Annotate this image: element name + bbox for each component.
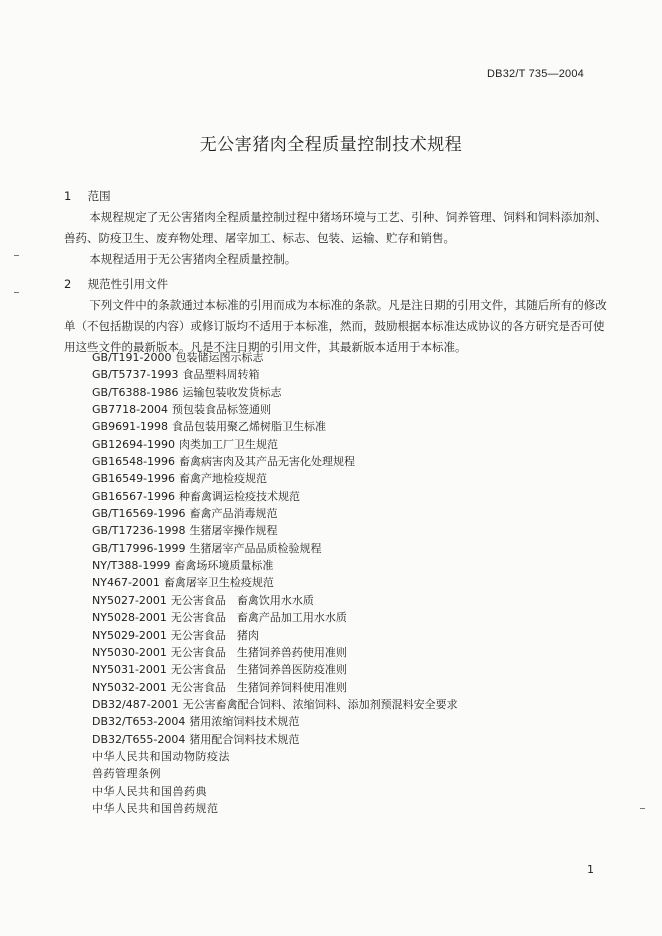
law-reference-item: 中华人民共和国动物防疫法 [92,749,230,763]
reference-title: 肉类加工厂卫生规范 [179,437,279,451]
reference-code: GB16567-1996 [92,489,176,503]
reference-code: GB9691-1998 [92,420,169,434]
reference-title: 畜禽场环境质量标准 [174,559,274,573]
reference-item [92,661,458,678]
reference-item [92,401,458,418]
reference-title: 无公害食品 畜禽饮用水水质 [170,593,314,607]
reference-item [92,731,458,748]
reference-title: 无公害食品 生猪饲养饲料使用准则 [170,680,347,694]
section-1-title: 范围 [87,189,111,203]
reference-code: GB16548-1996 [92,455,176,469]
reference-item [92,644,458,661]
reference-item [92,349,458,366]
reference-item [92,713,458,730]
section-2-heading [64,276,168,292]
reference-code: NY5030-2001 [92,645,167,659]
reference-item [92,366,458,383]
reference-item [92,505,458,522]
reference-item [92,609,458,626]
reference-item [92,557,458,574]
reference-code: NY5031-2001 [92,663,167,677]
reference-title: 生猪屠宰操作规程 [189,524,278,538]
reference-code: GB/T17996-1999 [92,541,186,555]
reference-code: NY/T388-1999 [92,559,171,573]
law-reference-item: 中华人民共和国兽药典 [92,784,207,798]
section-2-intro: 下列文件中的条款通过本标准的引用而成为本标准的条款。凡是注日期的引用文件，其随后所有的修改单（不包括勘误的内容）或修订版均不适用于本标准，然而，鼓励根据本标准达成协议的各方研究是否可使用这些文件的最新版本。凡是不注日期的引用文件，其最新版本适用于本标准。 [64,298,607,354]
reference-item [92,488,458,505]
reference-title: 食品塑料周转箱 [182,368,260,382]
reference-title: 无公害畜禽配合饲料、浓缩饲料、添加剂预混料安全要求 [182,697,458,711]
reference-item [92,592,458,609]
reference-code: GB16549-1996 [92,472,176,486]
reference-item [92,470,458,487]
reference-title: 运输包装收发货标志 [182,385,282,399]
reference-list [92,349,458,817]
reference-code: NY5029-2001 [92,628,167,642]
reference-item [92,436,458,453]
reference-item [92,453,458,470]
reference-title: 畜禽病害肉及其产品无害化处理规程 [179,455,356,469]
law-reference-item: 中华人民共和国兽药规范 [92,801,219,815]
reference-item [92,574,458,591]
page-number: 1 [587,863,594,876]
section-1-paragraph-2: 本规程适用于无公害猪肉全程质量控制。 [89,252,297,266]
reference-title: 预包装食品标签通则 [172,403,272,417]
section-1-paragraph-1: 本规程规定了无公害猪肉全程质量控制过程中猪场环境与工艺、引种、饲养管理、饲料和饲料添加剂、兽药、防疫卫生、废弃物处理、屠宰加工、标志、包装、运输、贮存和销售。 [64,210,607,245]
reference-title: 畜禽产地检疫规范 [179,472,268,486]
reference-title: 无公害食品 生猪饲养兽药使用准则 [170,645,347,659]
section-1-number: 1 [64,189,72,203]
reference-code: GB/T6388-1986 [92,385,179,399]
scan-mark [14,255,19,256]
reference-item [92,522,458,539]
scan-mark [640,808,645,809]
reference-code: GB12694-1990 [92,437,176,451]
section-1-heading [64,188,111,204]
section-2-number: 2 [64,277,72,291]
reference-title: 无公害食品 畜禽产品加工用水水质 [170,611,347,625]
section-2-title: 规范性引用文件 [87,277,169,291]
reference-title: 猪用配合饲料技术规范 [189,732,300,746]
reference-title: 无公害食品 生猪饲养兽医防疫准则 [170,663,347,677]
reference-title: 种畜禽调运检疫技术规范 [179,489,301,503]
reference-title: 无公害食品 猪肉 [170,628,259,642]
reference-title: 畜禽产品消毒规范 [189,507,278,521]
reference-code: GB7718-2004 [92,403,169,417]
reference-code: NY467-2001 [92,576,160,590]
reference-item [92,418,458,435]
reference-item [92,696,458,713]
reference-title: 生猪屠宰产品品质检验规程 [189,541,322,555]
reference-title: 包装储运图示标志 [175,351,264,364]
scan-mark [14,292,19,293]
reference-title: 食品包装用聚乙烯树脂卫生标准 [172,420,327,434]
reference-code: NY5032-2001 [92,680,167,694]
standard-code: DB32/T 735—2004 [487,68,584,80]
reference-item [92,384,458,401]
reference-title: 猪用浓缩饲料技术规范 [189,715,300,729]
reference-code: DB32/T653-2004 [92,715,186,729]
reference-code: DB32/T655-2004 [92,732,186,746]
reference-code: GB/T17236-1998 [92,524,186,538]
document-title: 无公害猪肉全程质量控制技术规程 [199,135,463,155]
reference-code: GB/T16569-1996 [92,507,186,521]
law-reference-item: 兽药管理条例 [92,767,161,781]
reference-code: NY5028-2001 [92,611,167,625]
reference-title: 畜禽屠宰卫生检疫规范 [163,576,274,590]
reference-code: GB/T5737-1993 [92,368,179,382]
reference-code: NY5027-2001 [92,593,167,607]
reference-code: GB/T191-2000 [92,351,172,364]
reference-item [92,540,458,557]
reference-item [92,679,458,696]
reference-code: DB32/487-2001 [92,697,179,711]
reference-item [92,627,458,644]
